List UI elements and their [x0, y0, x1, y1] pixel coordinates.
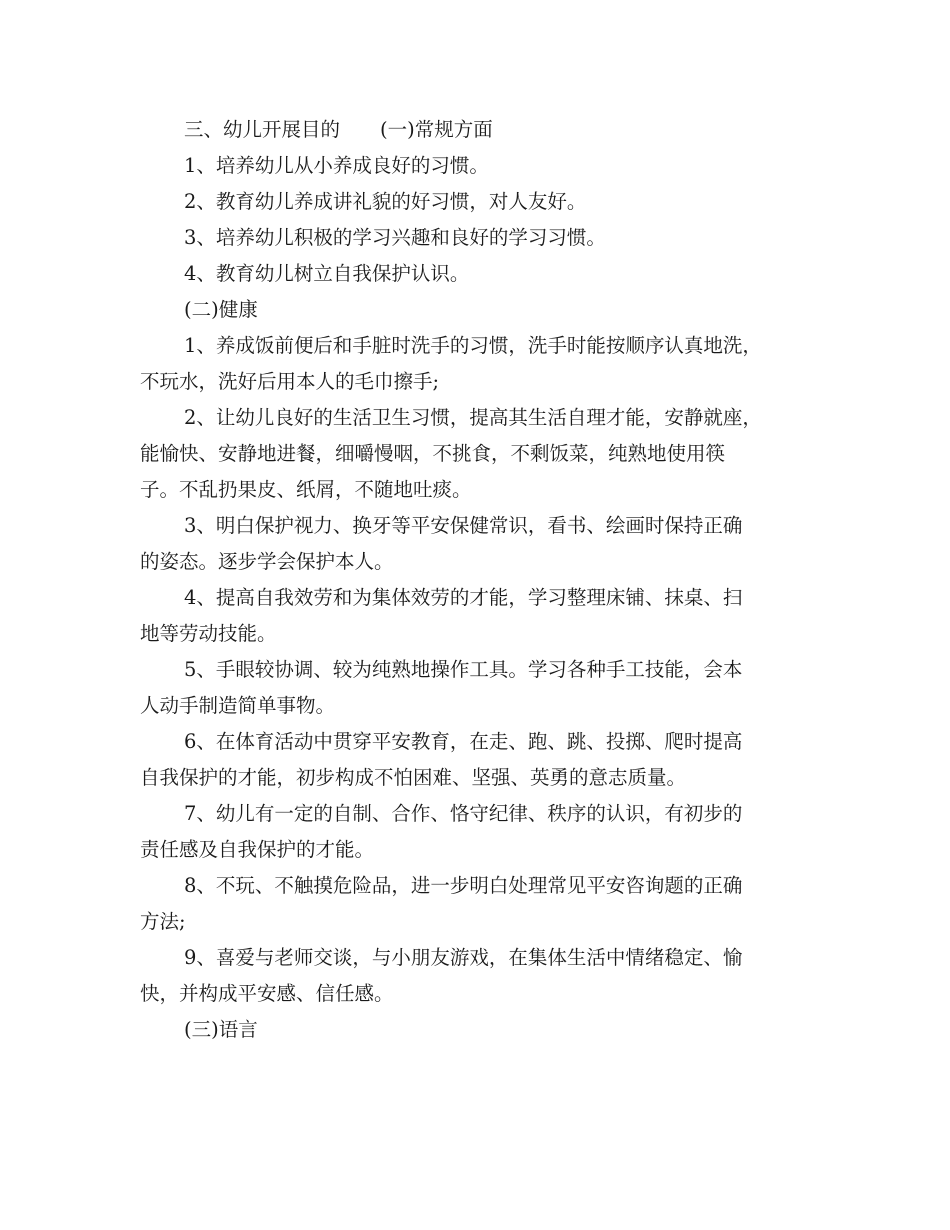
health-item-8: 8、不玩、不触摸危险品，进一步明白处理常见平安咨询题的正确: [184, 874, 743, 897]
health-item-6-cont: 自我保护的才能，初步构成不怕困难、坚强、英勇的意志质量。: [140, 766, 687, 789]
health-item-7-cont: 责任感及自我保护的才能。: [140, 838, 375, 861]
health-item-9-cont: 快，并构成平安感、信任感。: [140, 982, 394, 1005]
health-item-7: 7、幼儿有一定的自制、合作、恪守纪律、秩序的认识，有初步的: [184, 802, 743, 825]
health-item-4-cont: 地等劳动技能。: [140, 622, 277, 645]
document-body: [140, 112, 820, 1048]
health-item-2: 2、让幼儿良好的生活卫生习惯，提高其生活自理才能，安静就座，: [184, 406, 762, 429]
routine-item: 4、教育幼儿树立自我保护认识。: [184, 262, 470, 285]
health-item-3: 3、明白保护视力、换牙等平安保健常识，看书、绘画时保持正确: [184, 514, 743, 537]
section-heading: 三、幼儿开展目的: [184, 118, 341, 141]
health-item-1: 1、养成饭前便后和手脏时洗手的习惯，洗手时能按顺序认真地洗，: [184, 334, 762, 357]
subsection-heading-health: (二)健康: [184, 298, 258, 321]
health-item-9: 9、喜爱与老师交谈，与小朋友游戏，在集体生活中情绪稳定、愉: [184, 946, 743, 969]
health-item-4: 4、提高自我效劳和为集体效劳的才能，学习整理床铺、抹桌、扫: [184, 586, 743, 609]
routine-item: 3、培养幼儿积极的学习兴趣和良好的学习习惯。: [184, 226, 606, 249]
routine-item: 2、教育幼儿养成讲礼貌的好习惯，对人友好。: [184, 190, 587, 213]
subsection-heading-routine: (一)常规方面: [380, 118, 493, 141]
health-item-3-cont: 的姿态。逐步学会保护本人。: [140, 550, 394, 573]
health-item-5-cont: 人动手制造简单事物。: [140, 694, 336, 717]
subsection-heading-language: (三)语言: [184, 1018, 258, 1041]
health-item-2-cont: 子。不乱扔果皮、纸屑，不随地吐痰。: [140, 478, 472, 501]
routine-item: 1、培养幼儿从小养成良好的习惯。: [184, 154, 489, 177]
health-item-1-cont: 不玩水，洗好后用本人的毛巾擦手;: [140, 370, 440, 393]
health-item-8-cont: 方法;: [140, 910, 186, 933]
health-item-6: 6、在体育活动中贯穿平安教育，在走、跑、跳、投掷、爬时提高: [184, 730, 743, 753]
health-item-5: 5、手眼较协调、较为纯熟地操作工具。学习各种手工技能，会本: [184, 658, 743, 681]
health-item-2-cont: 能愉快、安静地进餐，细嚼慢咽，不挑食，不剩饭菜，纯熟地使用筷: [140, 442, 726, 465]
section-heading-line: [140, 112, 820, 148]
